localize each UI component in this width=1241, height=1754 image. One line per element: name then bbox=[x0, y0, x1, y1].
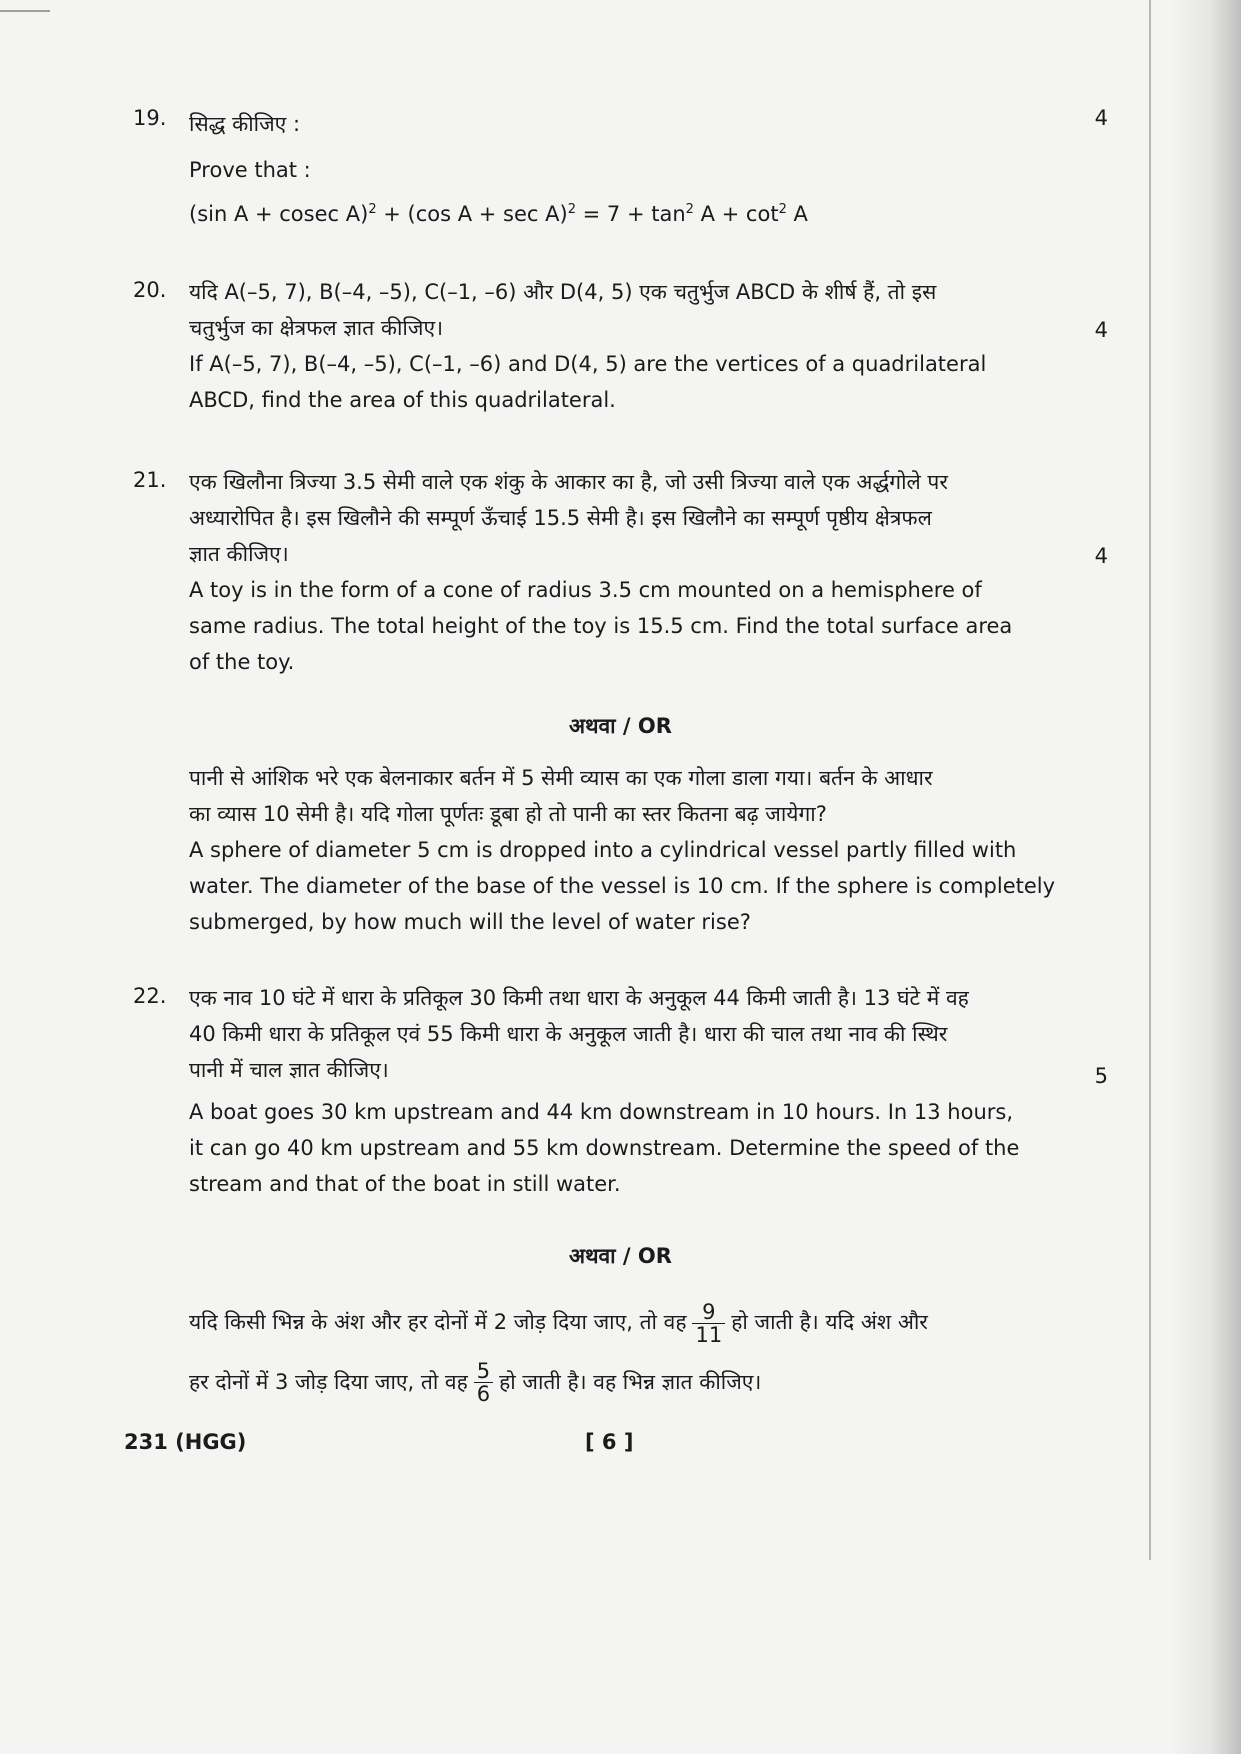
question-marks: 5 bbox=[1094, 1064, 1108, 1088]
question-text-hindi: यदि किसी भिन्न के अंश और हर दोनों में 2 जोड़ दिया जाए, तो वह $\frac{9}{11}$ हो जाती है। यदि अंश और bbox=[189, 1299, 928, 1347]
question-number: 19. bbox=[133, 106, 167, 130]
question-text-english: A toy is in the form of a cone of radius 3.5 cm mounted on a hemisphere of bbox=[189, 578, 982, 602]
question-text-english: of the toy. bbox=[189, 650, 295, 674]
question-21-alternative bbox=[189, 760, 1108, 940]
question-text-hindi: यदि A(–5, 7), B(–4, –5), C(–1, –6) और D(4, 5) एक चतुर्भुज ABCD के शीर्ष हैं, तो इस bbox=[189, 280, 937, 304]
question-marks: 4 bbox=[1094, 318, 1108, 342]
question-text-english: same radius. The total height of the toy is 15.5 cm. Find the total surface area bbox=[189, 614, 1013, 638]
question-text-english: Prove that : bbox=[189, 158, 311, 182]
question-text-hindi: चतुर्भुज का क्षेत्रफल ज्ञात कीजिए। bbox=[189, 316, 444, 340]
question-marks: 4 bbox=[1094, 544, 1108, 568]
question-22 bbox=[133, 980, 1108, 1202]
question-text-hindi: सिद्ध कीजिए : bbox=[189, 112, 301, 136]
fraction: $\frac{5}{6}$ bbox=[474, 1360, 493, 1405]
question-text-hindi: अध्यारोपित है। इस खिलौने की सम्पूर्ण ऊँचाई 15.5 सेमी है। इस खिलौने का सम्पूर्ण पृष्ठीय क्षेत्रफल bbox=[189, 506, 932, 530]
page-fold-line bbox=[1149, 0, 1151, 1560]
question-number: 22. bbox=[133, 984, 167, 1008]
fraction: $\frac{9}{11}$ bbox=[692, 1301, 725, 1346]
question-text-hindi: का व्यास 10 सेमी है। यदि गोला पूर्णतः डूबा हो तो पानी का स्तर कितना बढ़ जायेगा? bbox=[189, 802, 827, 826]
scan-mark bbox=[0, 10, 50, 12]
question-text-english: submerged, by how much will the level of water rise? bbox=[189, 910, 751, 934]
equation: (sin A + cosec A)$^2$ + (cos $A + \sec A)^2 = 7 + \tan^2 A + \cot^2 A$ bbox=[189, 202, 808, 226]
or-separator: अथवा / OR bbox=[569, 1244, 672, 1268]
question-19 bbox=[133, 106, 1108, 232]
paper-code: 231 (HGG) bbox=[124, 1430, 247, 1454]
question-text-hindi: 40 किमी धारा के प्रतिकूल एवं 55 किमी धारा के अनुकूल जाती है। धारा की चाल तथा नाव की स्थिर bbox=[189, 1022, 948, 1046]
question-text-english: water. The diameter of the base of the vessel is 10 cm. If the sphere is completely bbox=[189, 874, 1056, 898]
question-text-english: stream and that of the boat in still water. bbox=[189, 1172, 621, 1196]
question-text-hindi: ज्ञात कीजिए। bbox=[189, 542, 289, 566]
question-text-hindi: हर दोनों में 3 जोड़ दिया जाए, तो वह $\frac{5}{6}$ हो जाती है। वह भिन्न ज्ञात कीजिए। bbox=[189, 1359, 762, 1406]
question-number: 20. bbox=[133, 278, 167, 302]
question-text-hindi: पानी से आंशिक भरे एक बेलनाकार बर्तन में 5 सेमी व्यास का एक गोला डाला गया। बर्तन के आधार bbox=[189, 766, 933, 790]
question-marks: 4 bbox=[1094, 106, 1108, 130]
question-21 bbox=[133, 464, 1108, 680]
question-text-english: A boat goes 30 km upstream and 44 km downstream in 10 hours. In 13 hours, bbox=[189, 1100, 1014, 1124]
question-text-hindi: एक खिलौना त्रिज्या 3.5 सेमी वाले एक शंकु के आकार का है, जो उसी त्रिज्या वाले एक अर्द्धगोले पर bbox=[189, 470, 948, 494]
or-separator: अथवा / OR bbox=[569, 714, 672, 738]
question-number: 21. bbox=[133, 468, 167, 492]
page-number: [ 6 ] bbox=[585, 1430, 634, 1454]
question-text-english: ABCD, find the area of this quadrilateral. bbox=[189, 388, 616, 412]
question-text-english: it can go 40 km upstream and 55 km downstream. Determine the speed of the bbox=[189, 1136, 1020, 1160]
question-20 bbox=[133, 274, 1108, 418]
question-text-hindi: एक नाव 10 घंटे में धारा के प्रतिकूल 30 किमी तथा धारा के अनुकूल 44 किमी जाती है। 13 घंटे में वह bbox=[189, 986, 969, 1010]
question-text-hindi: पानी में चाल ज्ञात कीजिए। bbox=[189, 1058, 389, 1082]
question-text-english: A sphere of diameter 5 cm is dropped into a cylindrical vessel partly filled with bbox=[189, 838, 1017, 862]
question-text-english: If A(–5, 7), B(–4, –5), C(–1, –6) and D(4, 5) are the vertices of a quadrilateral bbox=[189, 352, 987, 376]
page-edge-shadow bbox=[1171, 0, 1241, 1754]
question-22-alternative bbox=[189, 1300, 1108, 1405]
